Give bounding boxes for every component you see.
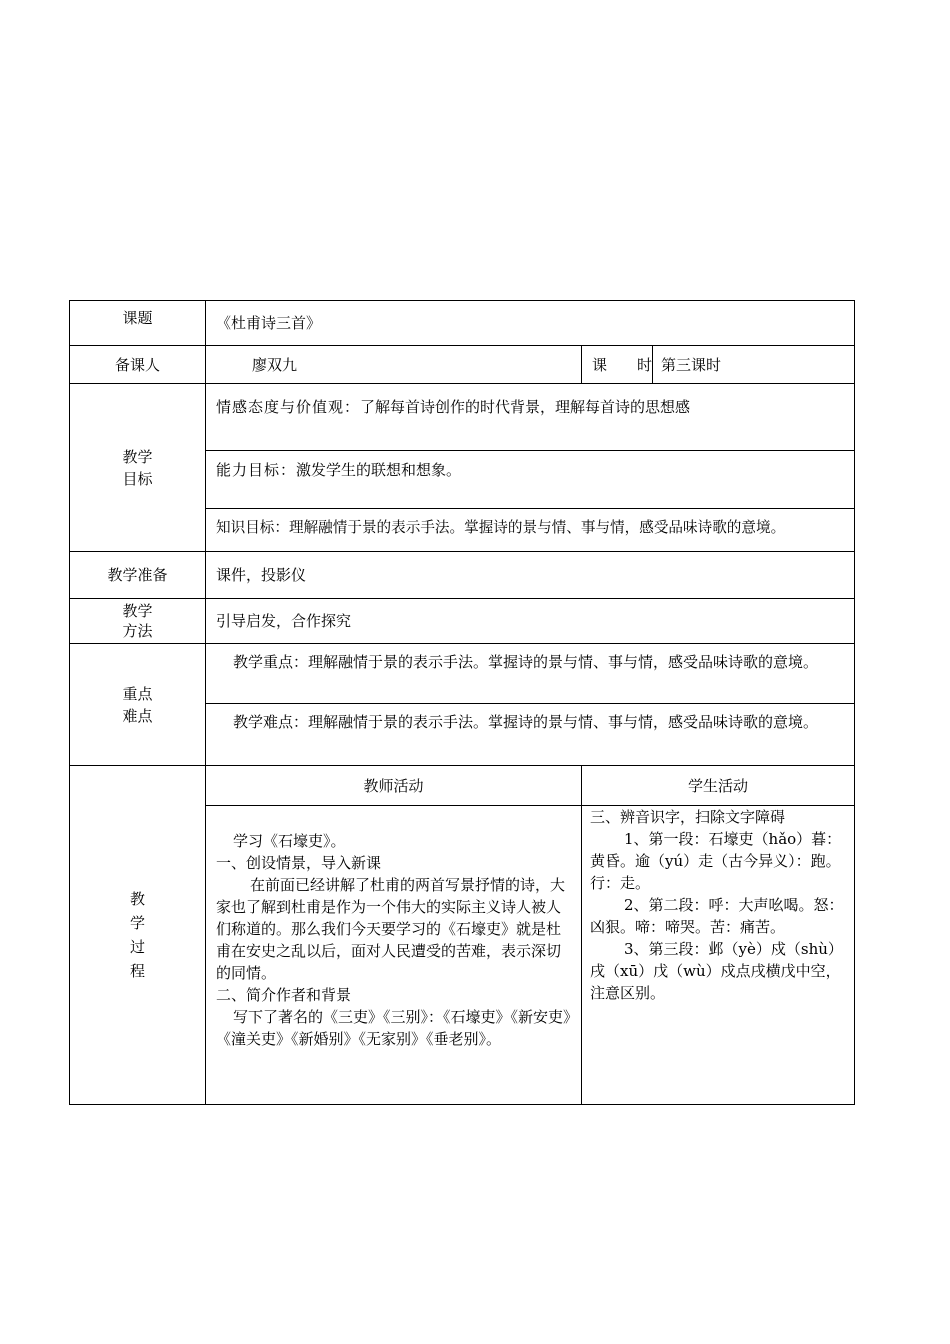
objective-emotion — [206, 384, 855, 451]
key-focus — [206, 644, 855, 704]
period-label: 课 时 — [582, 346, 653, 384]
preparer-row — [70, 346, 855, 384]
objective-emotion-title: 情感态度与价值观： — [216, 398, 361, 416]
teacher-paragraph: 在前面已经讲解了杜甫的两首写景抒情的诗，大家也了解到杜甫是作为一个伟大的实际主义诗人被人们称道的。那么我们今天要学习的《石壕吏》就是杜甫在安史之乱以后，面对人民遭受的苦难，表示深切的同情。 — [216, 876, 566, 982]
student-paragraph: 3、第三段：邺（yè）戍（shù）戌（xū）戊（wù）戍点戌横戊中空，注意区别。 — [590, 940, 843, 1002]
preparer-label: 备课人 — [70, 346, 206, 384]
process-label: 教 学 过 程 — [70, 766, 206, 1105]
objective-knowledge-text: 理解融情于景的表示手法。掌握诗的景与情、事与情，感受品味诗歌的意境。 — [288, 519, 786, 536]
prep-row — [70, 552, 855, 599]
key-difficulty-text: 理解融情于景的表示手法。掌握诗的景与情、事与情，感受品味诗歌的意境。 — [308, 713, 819, 731]
student-paragraph: 2、第二段：呼：大声吆喝。怒：凶狠。啼：啼哭。苦：痛苦。 — [590, 896, 844, 936]
student-activity — [582, 806, 855, 1105]
student-paragraph: 1、第一段：石壕吏（hǎo）暮：黄昏。逾（yú）走（古今异义）：跑。行：走。 — [590, 830, 842, 892]
prep-value: 课件，投影仪 — [206, 552, 855, 599]
objective-ability — [206, 451, 855, 509]
objective-emotion-row — [70, 384, 855, 451]
teacher-paragraph: 写下了著名的《三吏》《三别》：《石壕吏》《新安吏》《潼关吏》《新婚别》《无家别》《垂老别》。 — [216, 1008, 571, 1048]
key-focus-row — [70, 644, 855, 704]
teacher-activity — [206, 806, 582, 1105]
key-focus-text: 理解融情于景的表示手法。掌握诗的景与情、事与情，感受品味诗歌的意境。 — [308, 653, 819, 671]
method-label: 教学 方法 — [70, 599, 206, 644]
objectives-label: 教学 目标 — [70, 384, 206, 552]
method-value: 引导启发，合作探究 — [206, 599, 855, 644]
process-header-row — [70, 766, 855, 806]
objective-ability-text: 激发学生的联想和想象。 — [296, 461, 462, 479]
keypoints-label: 重点 难点 — [70, 644, 206, 766]
topic-label: 课题 — [70, 301, 206, 346]
lesson-plan-table — [69, 300, 855, 1105]
method-row — [70, 599, 855, 644]
period-value: 第三课时 — [653, 346, 855, 384]
topic-row — [70, 301, 855, 346]
teacher-line: 二、简介作者和背景 — [216, 986, 352, 1004]
objective-ability-title: 能力目标： — [216, 461, 297, 479]
teacher-line: 一、创设情景，导入新课 — [216, 854, 382, 872]
key-difficulty-title: 教学难点： — [233, 713, 309, 731]
objective-knowledge — [206, 509, 855, 552]
objective-knowledge-title: 知识目标： — [216, 519, 289, 536]
teacher-line: 学习《石壕吏》。 — [233, 832, 346, 850]
student-line: 三、辨音识字，扫除文字障碍 — [590, 808, 786, 826]
teacher-activity-header: 教师活动 — [206, 766, 582, 806]
student-activity-header: 学生活动 — [582, 766, 855, 806]
key-focus-title: 教学重点： — [233, 653, 309, 671]
objective-emotion-text: 了解每首诗创作的时代背景，理解每首诗的思想感 — [360, 398, 691, 416]
prep-label: 教学准备 — [70, 552, 206, 599]
preparer-value: 廖双九 — [206, 346, 582, 384]
topic-value: 《杜甫诗三首》 — [206, 301, 855, 346]
key-difficulty — [206, 704, 855, 766]
